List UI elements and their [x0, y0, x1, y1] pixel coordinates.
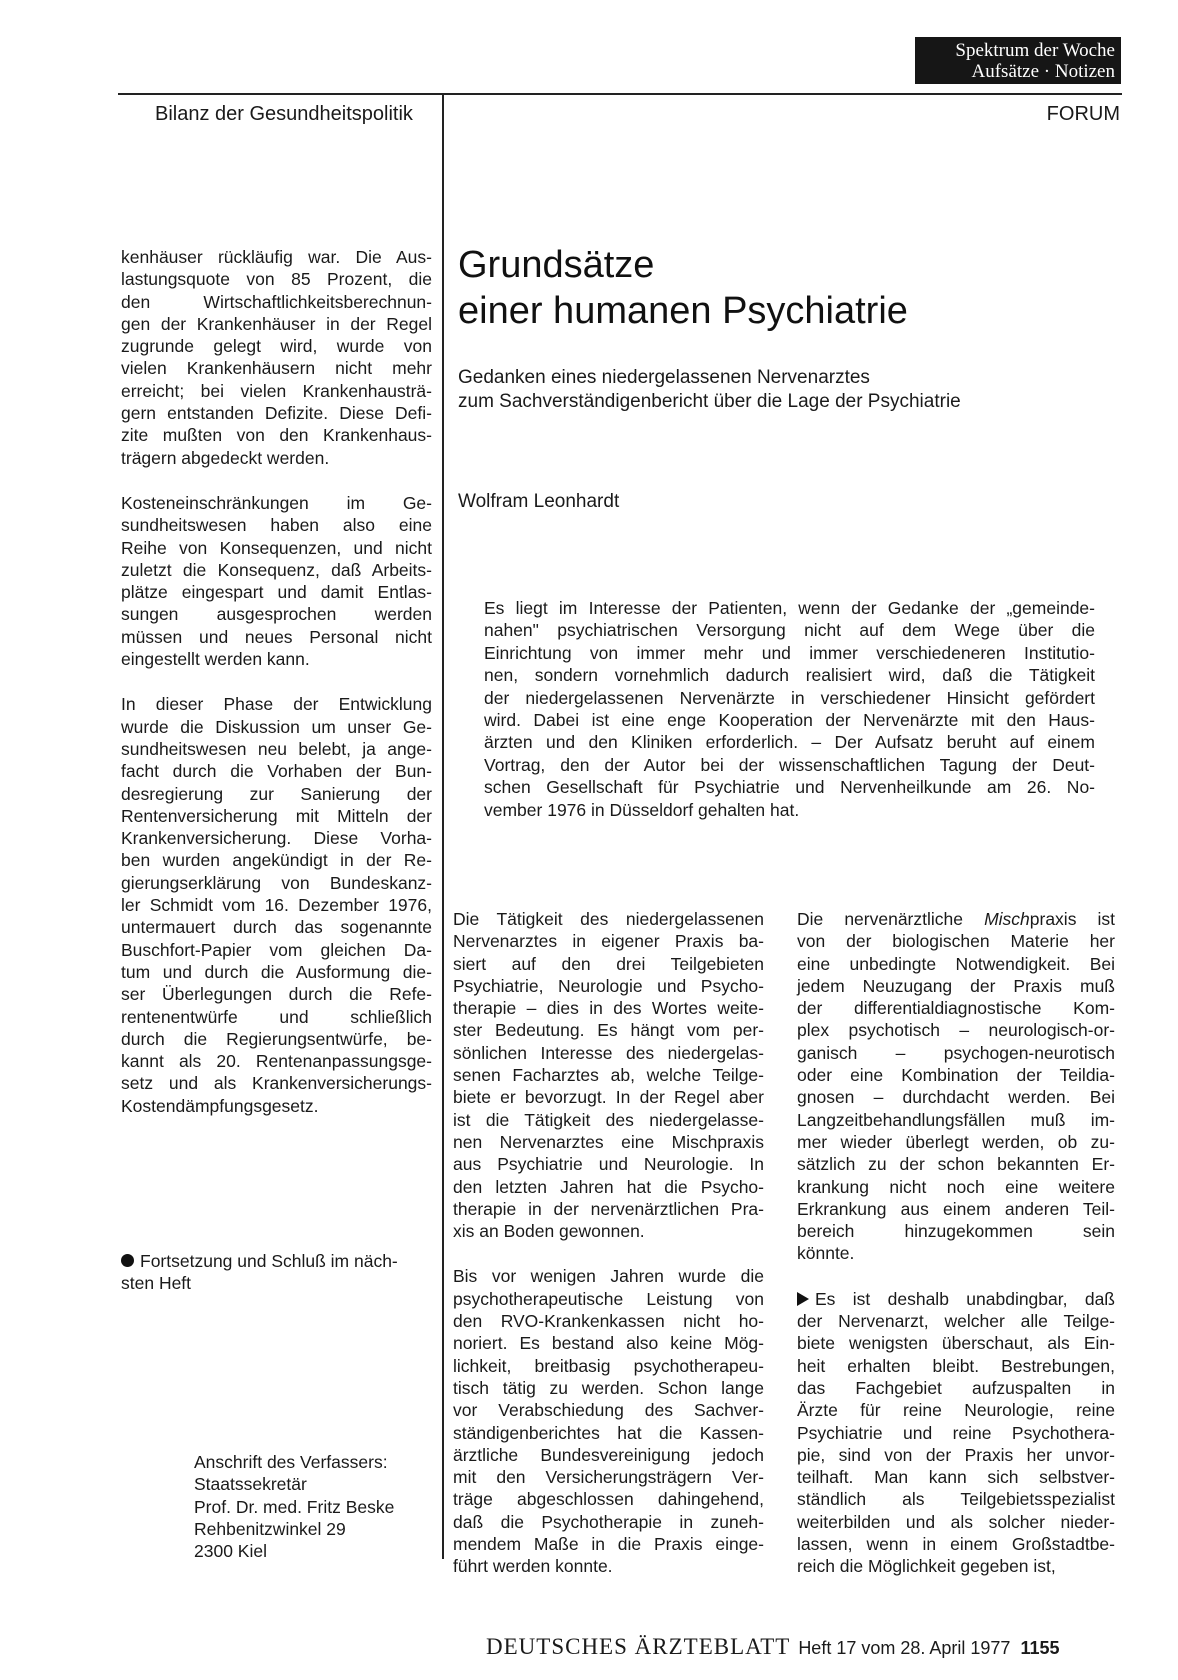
- text-line: ist die Tätigkeit des niedergelasse-: [453, 1109, 764, 1130]
- text-line: Krankenversicherung. Diese Vorha-: [121, 828, 432, 849]
- text-line: mit den Versicherungsträgern Ver-: [453, 1467, 764, 1488]
- text-line: sundheitswesen haben also eine: [121, 515, 432, 536]
- text-line: lassen, wenn in einem Großstadtbe-: [797, 1534, 1115, 1555]
- text-line: Anschrift des Verfassers:: [194, 1452, 388, 1472]
- text-line: den Wirtschaftlichkeitsberechnun-: [121, 291, 432, 312]
- text-line: jedem Neuzugang der Praxis muß: [797, 975, 1115, 996]
- text-line: träge abgeschlossen dahingehend,: [453, 1489, 764, 1510]
- text-line: psychotherapeutische Leistung von: [453, 1288, 764, 1309]
- issue-info: Heft 17 vom 28. April 1977: [798, 1638, 1011, 1658]
- text-line: zite mußten von den Krankenhaus-: [121, 425, 432, 446]
- text-line: Staatssekretär: [194, 1474, 307, 1495]
- text-line: ärzten und den Kliniken erforderlich. – Der Aufsatz beruht auf einem: [484, 732, 1095, 753]
- text-line: facht durch die Vorhaben der Bun-: [121, 761, 432, 782]
- badge-line-2: Aufsätze · Notizen: [971, 61, 1115, 82]
- continuation-line-1: Fortsetzung und Schluß im näch-: [140, 1251, 398, 1271]
- left-paragraph-2: [121, 492, 432, 670]
- text-line: heit erhalten bleibt. Bestrebungen,: [797, 1355, 1115, 1376]
- text-line: senen Facharztes ab, welche Teilge-: [453, 1065, 764, 1086]
- text-line: der niedergelassenen Nervenärzte in verschiedener Hinsicht gefördert: [484, 687, 1095, 708]
- text-line: lichkeit, breitbasig psychotherapeu-: [453, 1355, 764, 1376]
- text-line: oder eine Kombination der Teildia-: [797, 1065, 1115, 1086]
- text-line: plätze eingespart und damit Entlas-: [121, 582, 432, 603]
- col2-paragraph-1: [453, 908, 764, 1242]
- text-line: ganisch – psychogen-neurotisch: [797, 1042, 1115, 1063]
- text-line: tisch tätig zu werden. Schon lange: [453, 1377, 764, 1398]
- text-line: Gedanken eines niedergelassenen Nervenarztes: [458, 367, 870, 388]
- text-line: nahen" psychiatrischen Versorgung nicht auf dem Wege über die: [484, 620, 1095, 641]
- text-line: durch die Regierungsentwürfe, be-: [121, 1028, 432, 1049]
- text-line: ser Überlegungen durch die Refe-: [121, 984, 432, 1005]
- text-line: der Nervenarzt, welcher alle Teilge-: [797, 1311, 1115, 1332]
- text-line: mer wieder überlegt werden, ob zu-: [797, 1131, 1115, 1152]
- badge-line-1: Spektrum der Woche: [955, 40, 1115, 61]
- text-line: gnosen – durchdacht werden. Bei: [797, 1087, 1115, 1108]
- col3-paragraph-1: [797, 908, 1115, 1265]
- text-line: Bis vor wenigen Jahren wurde die: [453, 1266, 764, 1287]
- text-line: bereich hinzugekommen sein: [797, 1221, 1115, 1242]
- text-line: schen Gesellschaft für Psychiatrie und Nervenheilkunde am 26. No-: [484, 777, 1095, 798]
- text-line: sungen ausgesprochen werden: [121, 604, 432, 625]
- col3-first-line-post: praxis ist: [1029, 909, 1116, 929]
- text-line: nen, sondern vornehmlich dadurch realisiert wird, daß die Tätigkeit: [484, 665, 1095, 686]
- col3-first-line-pre: Die nervenärztliche: [797, 909, 985, 929]
- text-line: trägern abgedeckt werden.: [121, 447, 330, 468]
- text-line: rentenentwürfe und schließlich: [121, 1006, 432, 1027]
- text-line: siert auf den drei Teilgebieten: [453, 953, 764, 974]
- text-line: aus Psychiatrie und Neurologie. In: [453, 1154, 764, 1175]
- text-line: einer humanen Psychiatrie: [458, 290, 908, 332]
- bullet-icon: [121, 1254, 134, 1267]
- text-line: biete er bevorzugt. In der Regel aber: [453, 1087, 764, 1108]
- text-line: sönlichen Interesse des niedergelas-: [453, 1042, 764, 1063]
- text-line: Buschfort-Papier vom gleichen Da-: [121, 939, 432, 960]
- text-line: mendem Maße in die Praxis einge-: [453, 1534, 764, 1555]
- page-number: 1155: [1020, 1638, 1060, 1658]
- col2-paragraph-2: [453, 1265, 764, 1577]
- text-line: Nervenarztes in eigener Praxis ba-: [453, 931, 764, 952]
- col3-paragraph-2-rest: [797, 1310, 1115, 1578]
- text-line: untermauert durch das sogenannte: [121, 917, 432, 938]
- text-line: reich die Möglichkeit gegeben ist,: [797, 1556, 1056, 1577]
- page-footer: [486, 1634, 1060, 1660]
- text-line: Langzeitbehandlungsfällen muß im-: [797, 1109, 1115, 1130]
- text-line: kenhäuser rückläufig war. Die Aus-: [121, 247, 432, 267]
- text-line: lastungsquote von 85 Prozent, die: [121, 269, 432, 290]
- text-line: vielen Krankenhäusern nicht mehr: [121, 358, 432, 379]
- text-line: erreicht; bei vielen Krankenhausträ-: [121, 380, 432, 401]
- text-line: Psychiatrie und reine Psychothera-: [797, 1422, 1115, 1443]
- text-line: zum Sachverständigenbericht über die Lage der Psychiatrie: [458, 391, 961, 412]
- col3-first-line: [797, 908, 1115, 930]
- text-line: In dieser Phase der Entwicklung: [121, 694, 432, 715]
- text-line: xis an Boden gewonnen.: [453, 1221, 645, 1242]
- text-line: 2300 Kiel: [194, 1541, 267, 1562]
- text-line: vor Verabschiedung des Sachver-: [453, 1400, 764, 1421]
- text-line: plex psychotisch – neurologisch-or-: [797, 1020, 1115, 1041]
- article-author: Wolfram Leonhardt: [458, 491, 620, 512]
- text-line: Rehbenitzwinkel 29: [194, 1518, 346, 1539]
- left-paragraph-3: [121, 693, 432, 1117]
- column-divider: [442, 93, 444, 1559]
- text-line: den RVO-Krankenkassen nicht ho-: [453, 1311, 764, 1332]
- text-line: desregierung zur Sanierung der: [121, 783, 432, 804]
- text-line: krankung nicht noch eine weitere: [797, 1176, 1115, 1197]
- text-line: weiterbilden und als solcher nieder-: [797, 1511, 1115, 1532]
- col3-paragraph-1-rest: [797, 930, 1115, 1264]
- running-head-right: FORUM: [1046, 103, 1120, 125]
- text-line: Psychiatrie, Neurologie und Psycho-: [453, 975, 764, 996]
- text-line: wird. Dabei ist eine enge Kooperation der Nervenärzte mit den Haus-: [484, 710, 1095, 731]
- text-line: wurde die Diskussion um unser Ge-: [121, 716, 432, 737]
- text-line: Kostendämpfungsgesetz.: [121, 1095, 319, 1116]
- text-line: gen der Krankenhäuser in der Regel: [121, 313, 432, 334]
- text-line: ständigenberichtes hat die Kassen-: [453, 1422, 764, 1443]
- text-line: Kosteneinschränkungen im Ge-: [121, 492, 432, 513]
- text-line: ständlich als Teilgebietsspezialist: [797, 1489, 1115, 1510]
- text-line: kannt als 20. Rentenanpassungsge-: [121, 1051, 432, 1072]
- text-line: den letzten Jahren hat die Psycho-: [453, 1176, 764, 1197]
- col3-first-line-emphasis: Misch: [984, 909, 1030, 929]
- col3-p2-first-text: Es ist deshalb unabdingbar, daß: [815, 1288, 1115, 1309]
- left-paragraph-1: [121, 246, 432, 469]
- text-line: teilhaft. Man kann sich selbstver-: [797, 1467, 1115, 1488]
- text-line: sundheitswesen neu belebt, ja ange-: [121, 738, 432, 759]
- text-line: ben wurden angekündigt in der Re-: [121, 850, 432, 871]
- left-column: [121, 246, 432, 1140]
- text-line: nen Nervenarztes eine Mischpraxis: [453, 1131, 764, 1152]
- text-line: führt werden konnte.: [453, 1556, 613, 1577]
- text-line: Ärzte für reine Neurologie, reine: [797, 1400, 1115, 1421]
- journal-name: DEUTSCHES ÄRZTEBLATT: [486, 1634, 791, 1659]
- text-line: Erkrankung aus einem anderen Teil-: [797, 1198, 1115, 1219]
- article-column-3: [797, 908, 1115, 1601]
- text-line: biete wenigsten überschaut, als Ein-: [797, 1333, 1115, 1354]
- text-line: müssen und neues Personal nicht: [121, 626, 432, 647]
- text-line: Einrichtung von immer mehr und immer verschiedeneren Institutio-: [484, 642, 1095, 663]
- continuation-line-2: sten Heft: [121, 1273, 192, 1294]
- text-line: therapie – dies in des Wortes weite-: [453, 998, 764, 1019]
- text-line: könnte.: [797, 1243, 855, 1264]
- article-title: [458, 242, 908, 334]
- text-line: das Fachgebiet aufzuspalten in: [797, 1377, 1115, 1398]
- text-line: ärztliche Bundesvereinigung jedoch: [453, 1444, 764, 1465]
- col3-paragraph-2: [797, 1288, 1115, 1578]
- continuation-note: [121, 1250, 432, 1295]
- text-line: ler Schmidt vom 16. Dezember 1976,: [121, 895, 432, 916]
- text-line: Es liegt im Interesse der Patienten, wenn der Gedanke der „gemeinde-: [484, 598, 1095, 618]
- text-line: vember 1976 in Düsseldorf gehalten hat.: [484, 799, 800, 820]
- col3-p2-first-line: [797, 1288, 1115, 1310]
- article-column-2: [453, 908, 764, 1601]
- text-line: Reihe von Konsequenzen, und nicht: [121, 537, 432, 558]
- text-line: therapie in der nervenärztlichen Pra-: [453, 1198, 764, 1219]
- text-line: gern entstanden Defizite. Diese Defi-: [121, 403, 432, 424]
- author-address: [194, 1451, 394, 1562]
- text-line: Prof. Dr. med. Fritz Beske: [194, 1496, 395, 1517]
- text-line: Rentenversicherung mit Mitteln der: [121, 805, 432, 826]
- section-badge: [915, 37, 1121, 84]
- text-line: daß die Psychotherapie in zuneh-: [453, 1511, 764, 1532]
- text-line: noriert. Es bestand also keine Mög-: [453, 1333, 764, 1354]
- article-abstract: [484, 597, 1095, 821]
- text-line: zugrunde gelegt wird, wurde von: [121, 336, 432, 357]
- text-line: von der biologischen Materie her: [797, 931, 1115, 952]
- arrow-right-icon: [797, 1292, 809, 1306]
- text-line: pie, sind von der Praxis her unvor-: [797, 1444, 1115, 1465]
- text-line: tum und durch die Ausformung die-: [121, 961, 432, 982]
- text-line: ster Bedeutung. Es hängt vom per-: [453, 1020, 764, 1041]
- text-line: eingestellt werden kann.: [121, 649, 310, 670]
- header-rule: [118, 93, 1122, 95]
- text-line: Vortrag, den der Autor bei der wissenschaftlichen Tagung der Deut-: [484, 754, 1095, 775]
- running-head-left: Bilanz der Gesundheitspolitik: [155, 103, 413, 125]
- text-line: Grundsätze: [458, 244, 655, 286]
- text-line: der differentialdiagnostische Kom-: [797, 998, 1115, 1019]
- text-line: eine unbedingte Notwendigkeit. Bei: [797, 953, 1115, 974]
- text-line: sätzlich zu der schon bekannten Er-: [797, 1154, 1115, 1175]
- text-line: zuletzt die Konsequenz, daß Arbeits-: [121, 559, 432, 580]
- article-subtitle: [458, 366, 961, 414]
- text-line: Die Tätigkeit des niedergelassenen: [453, 909, 764, 929]
- text-line: gierungserklärung von Bundeskanz-: [121, 872, 432, 893]
- text-line: setz und als Krankenversicherungs-: [121, 1073, 432, 1094]
